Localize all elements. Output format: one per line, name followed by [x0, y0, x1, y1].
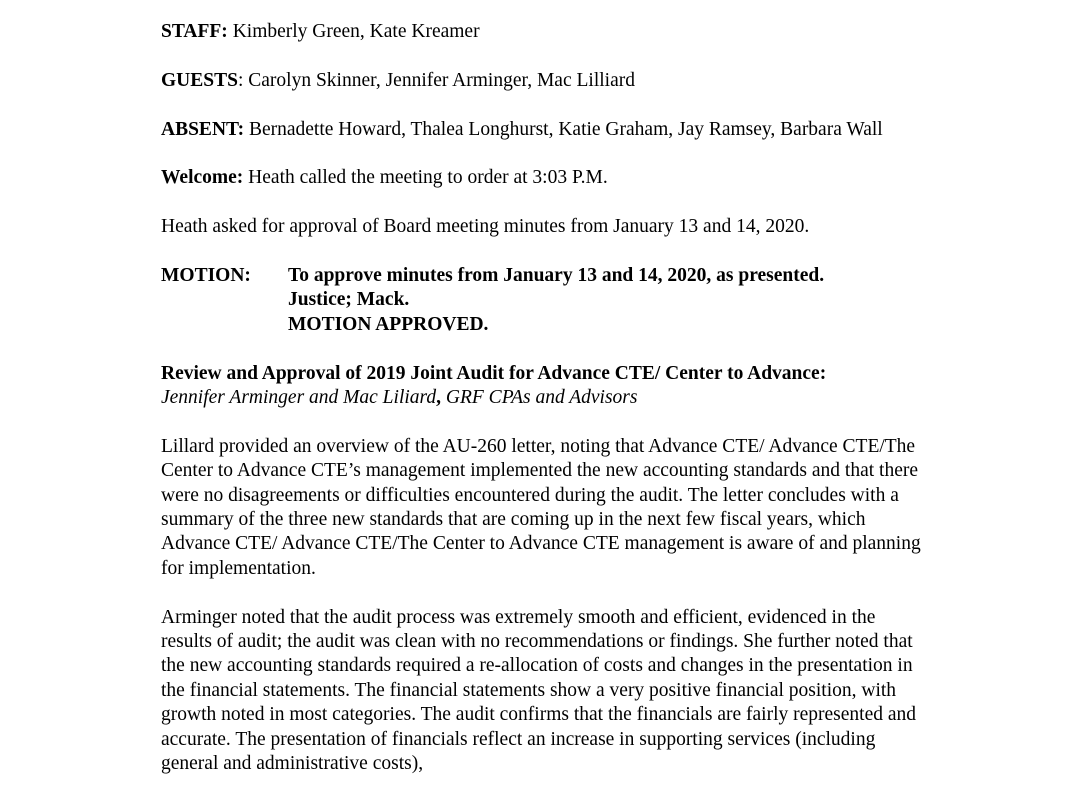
absent-label: ABSENT: — [161, 118, 245, 140]
staff-names: Kimberly Green, Kate Kreamer — [232, 21, 480, 42]
guests-names: Carolyn Skinner, Jennifer Arminger, Mac Lilliard — [248, 69, 635, 91]
motion-movers: Justice; Mack. — [288, 289, 410, 311]
absent-line — [161, 118, 931, 142]
document-page — [161, 20, 931, 801]
guests-colon: : — [237, 69, 244, 91]
staff-label: STAFF: — [161, 21, 228, 42]
audit-subheading — [161, 386, 931, 410]
audit-comma: , — [436, 387, 442, 408]
motion-text: To approve minutes from January 13 and 14, 2020, as presented. — [288, 264, 825, 286]
absent-names: Bernadette Howard, Thalea Longhurst, Katie Graham, Jay Ramsey, Barbara Wall — [248, 118, 883, 140]
lillard-overview-paragraph: Lillard provided an overview of the AU-260 letter, noting that Advance CTE/ Advance CTE/The Center to Advance CTE’s management implemented the new accounting standards and that there were no disagreements or difficulties encountered during the audit. The letter concludes with a summary of the three new standards that are coming up in the next few fiscal years, which Advance CTE/ Advance CTE/The Center to Advance CTE management is aware of and planning for implementation. — [161, 435, 921, 579]
audit-presenters: Jennifer Arminger and Mac Liliard — [161, 387, 437, 408]
audit-firm: GRF CPAs and Advisors — [445, 387, 638, 408]
motion-label: MOTION: — [161, 264, 251, 286]
audit-section-header — [161, 362, 931, 411]
motion-lines — [288, 264, 824, 337]
guests-line — [161, 69, 931, 93]
audit-heading: Review and Approval of 2019 Joint Audit for Advance CTE/ Center to Advance: — [161, 362, 827, 384]
arminger-notes-paragraph: Arminger noted that the audit process was extremely smooth and efficient, evidenced in the results of audit; the audit was clean with no recommendations or findings. She further noted that the new accounting standards required a re-allocation of costs and changes in the presentation in the financial statements. The financial statements show a very positive financial position, with growth noted in most categories. The audit confirms that the financials are fairly represented and accurate. The presentation of financials reflect an increase in supporting services (including general and administrative costs), — [161, 606, 917, 775]
motion-result: MOTION APPROVED. — [288, 313, 489, 335]
staff-line — [161, 20, 931, 44]
welcome-line — [161, 166, 931, 190]
welcome-text: Heath called the meeting to order at 3:03 P.M. — [248, 167, 608, 189]
approval-request: Heath asked for approval of Board meeting minutes from January 13 and 14, 2020. — [161, 216, 810, 238]
motion-block — [161, 264, 931, 337]
welcome-label: Welcome: — [161, 167, 244, 189]
guests-label: GUESTS — [161, 69, 238, 91]
